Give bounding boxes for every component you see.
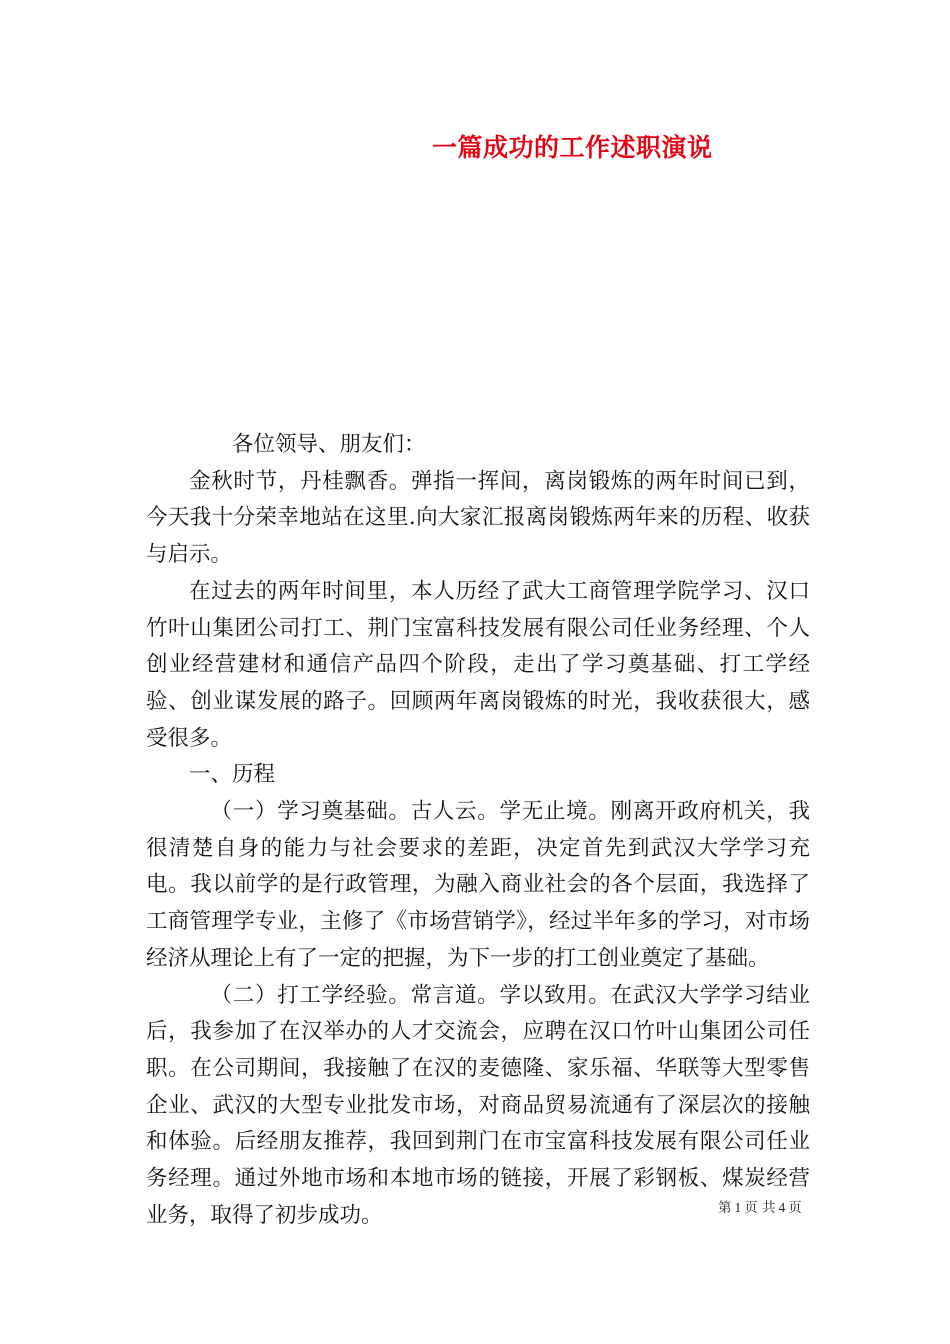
study-paragraph: （一）学习奠基础。古人云。学无止境。刚离开政府机关，我很清楚自身的能力与社会要求的差距，决定首先到武汉大学学习充电。我以前学的是行政管理，为融入商业社会的各个层面，我选择了工商管理学专业，主修了《市场营销学》，经过半年多的学习，对市场经济从理论上有了一定的把握，为下一步的打工创业奠定了基础。 — [146, 799, 810, 971]
footer-middle: 页 共 — [744, 1200, 776, 1216]
footer-prefix: 第 — [718, 1200, 732, 1216]
intro-paragraph: 金秋时节，丹桂飘香。弹指一挥间，离岗锻炼的两年时间已到，今天我十分荣幸地站在这里.向大家汇报离岗锻炼两年来的历程、收获与启示。 — [146, 468, 810, 568]
page-footer — [0, 1198, 950, 1218]
document-title — [0, 128, 950, 168]
greeting-paragraph: 各位领导、朋友们： — [232, 432, 426, 457]
document-body — [146, 427, 810, 1234]
document-title-text: 一篇成功的工作述职演说 — [432, 133, 713, 162]
overview-paragraph: 在过去的两年时间里，本人历经了武大工商管理学院学习、汉口竹叶山集团公司打工、荆门宝富科技发展有限公司任业务经理、个人创业经营建材和通信产品四个阶段，走出了学习奠基础、打工学经验、创业谋发展的路子。回顾两年离岗锻炼的时光，我收获很大，感受很多。 — [146, 578, 810, 751]
section-heading: 一、历程 — [189, 762, 276, 788]
footer-page-number: 1 — [734, 1200, 742, 1215]
work-paragraph: （二）打工学经验。常言道。学以致用。在武汉大学学习结业后，我参加了在汉举办的人才交流会，应聘在汉口竹叶山集团公司任职。在公司期间，我接触了在汉的麦德隆、家乐福、华联等大型零售企业、武汉的大型专业批发市场，对商品贸易流通有了深层次的接触和体验。后经朋友推荐，我回到荆门在市宝富科技发展有限公司任业务经理。通过外地市场和本地市场的链接，开展了彩钢板、煤炭经营业务，取得了初步成功。 — [146, 982, 810, 1228]
footer-suffix: 页 — [788, 1200, 802, 1216]
footer-total-pages: 4 — [778, 1200, 786, 1215]
